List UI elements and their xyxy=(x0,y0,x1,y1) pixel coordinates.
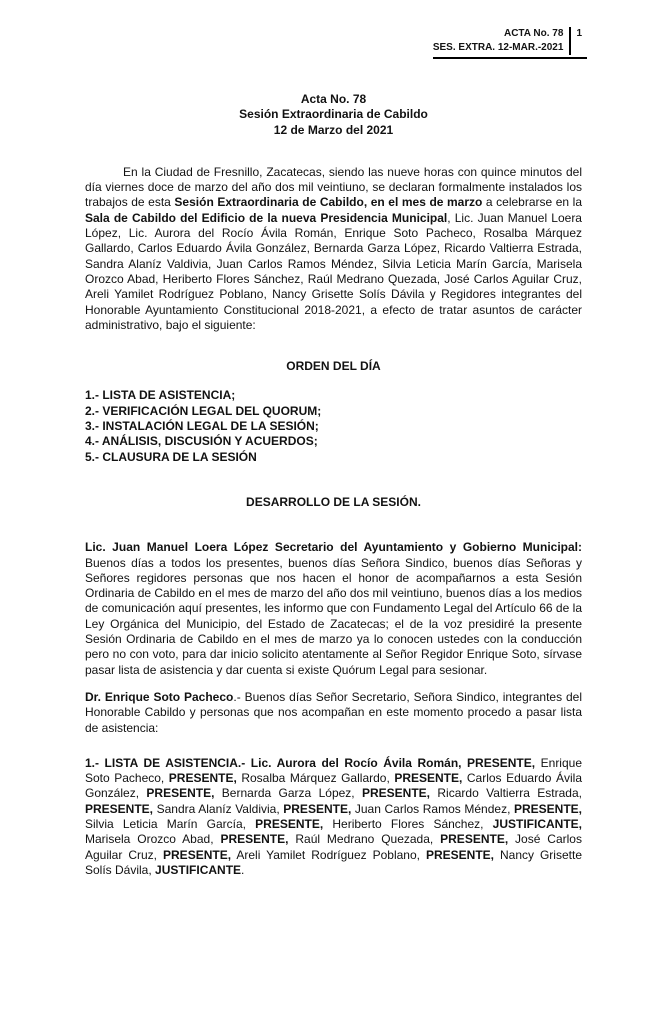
document-content xyxy=(85,0,582,878)
session-date-label: SES. EXTRA. 12-MAR.-2021 xyxy=(432,42,564,53)
document-title xyxy=(85,0,582,138)
intro-paragraph: En la Ciudad de Fresnillo, Zacatecas, siendo las nueve horas con quince minutos del día viernes doce de marzo del año dos mil veintiuno, se declaran formalmente instalados los trabajos de esta Sesión Extraordinaria de Cabildo, en el mes de marzo a celebrarse en la Sala de Cabildo del Edificio de la nueva Presidencia Municipal, Lic. Juan Manuel Loera López, Lic. Aurora del Rocío Ávila Román, Enrique Soto Pacheco, Rosalba Márquez Gallardo, Carlos Eduardo Ávila González, Bernarda Garza López, Ricardo Valtierra Estrada, Sandra Alaníz Valdivia, Juan Carlos Ramos Méndez, Silvia Leticia Marín García, Marisela Orozco Abad, Heriberto Flores Sánchez, Raúl Medrano Quezada, José Carlos Aguilar Cruz, Areli Yamilet Rodríguez Poblano, Nancy Grisette Solís Dávila y Regidores integrantes del Honorable Ayuntamiento Constitucional 2018-2021, a efecto de tratar asuntos de carácter administrativo, bajo el siguiente: xyxy=(85,164,583,332)
secretary-paragraph: Lic. Juan Manuel Loera López Secretario del Ayuntamiento y Gobierno Municipal: Buenos días a todos los presentes, buenos días Señora Sindico, buenos días Señoras y Señores regidores personas que nos hacen el honor de acompañarnos a esta Sesión Ordinaria de Cabildo en el mes de marzo del año dos mil veintiuno, buenos días a los medios de comunicación aquí presentes, les informo que con Fundamento Legal del Artículo 66 de la Ley Orgánica del Municipio, del Estado de Zacatecas; el de la voz presidiré la presente Sesión Ordinaria de Cabildo en el mes de marzo ya lo conocen ustedes con la conducción pero no con voto, para dar inicio solicito atentamente al Señor Regidor Enrique Soto, sírvase pasar lista de asistencia y dar cuenta si existe Quórum Legal para sesionar. xyxy=(85,540,582,677)
desarrollo-heading: DESARROLLO DE LA SESIÓN. xyxy=(246,494,421,509)
orden-item-2: 2.- VERIFICACIÓN LEGAL DEL QUORUM; xyxy=(85,403,322,418)
orden-item-5: 5.- CLAUSURA DE LA SESIÓN xyxy=(85,449,257,464)
page-number: 1 xyxy=(569,27,587,55)
soto-paragraph: Dr. Enrique Soto Pacheco.- Buenos días Señor Secretario, Señora Sindico, integrantes del Honorable Cabildo y personas que nos acompañan en este momento procedo a pasar lista de asistencia: xyxy=(85,689,583,735)
acta-number-label: ACTA No. 78 xyxy=(503,28,564,39)
title-acta-line: Acta No. 78 xyxy=(300,92,367,106)
orden-del-dia-list xyxy=(85,388,582,464)
title-session-line: Sesión Extraordinaria de Cabildo xyxy=(239,107,428,122)
title-date-line: 12 de Marzo del 2021 xyxy=(273,122,394,137)
orden-item-4: 4.- ANÁLISIS, DISCUSIÓN Y ACUERDOS; xyxy=(85,434,318,449)
asistencia-paragraph: 1.- LISTA DE ASISTENCIA.- Lic. Aurora del Rocío Ávila Román, PRESENTE, Enrique Soto Pacheco, PRESENTE, Rosalba Márquez Gallardo, PRESENTE, Carlos Eduardo Ávila González, PRESENTE, Bernarda Garza López, PRESENTE, Ricardo Valtierra Estrada, PRESENTE, Sandra Alaníz Valdivia, PRESENTE, Juan Carlos Ramos Méndez, PRESENTE, Silvia Leticia Marín García, PRESENTE, Heriberto Flores Sánchez, JUSTIFICANTE, Marisela Orozco Abad, PRESENTE, Raúl Medrano Quezada, PRESENTE, José Carlos Aguilar Cruz, PRESENTE, Areli Yamilet Rodríguez Poblano, PRESENTE, Nancy Grisette Solís Dávila, JUSTIFICANTE. xyxy=(85,755,583,877)
orden-item-3: 3.- INSTALACIÓN LEGAL DE LA SESIÓN; xyxy=(85,419,319,434)
orden-item-1: 1.- LISTA DE ASISTENCIA; xyxy=(85,388,236,403)
orden-del-dia-heading: ORDEN DEL DÍA xyxy=(286,359,381,374)
